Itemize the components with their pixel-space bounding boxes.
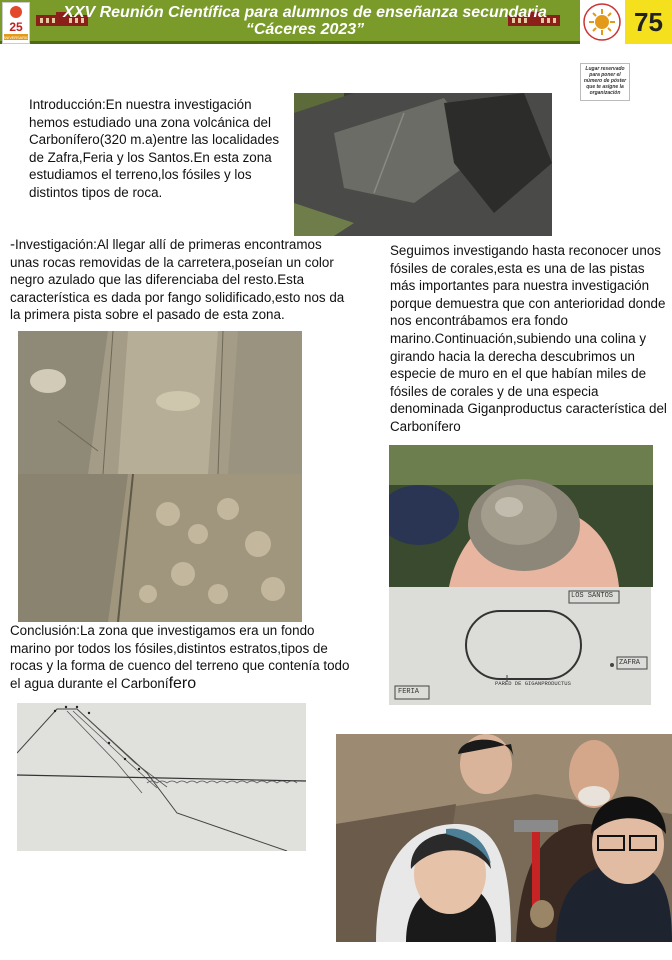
conclusion-tail: fero xyxy=(168,674,197,692)
continued-text: Seguimos investigando hasta reconocer unos fósiles de corales,esta es una de las pistas más importantes para nuestra investigación porque demuestra que con anterioridad donde nos encontrábamos era fondo marino.Continuación,subiendo una colina y girando hacia la derecha descubrimos un especie de muro en el que habían miles de fósiles de corales y de una especia denominada Giganproductus característica del Carbonífero xyxy=(390,243,667,434)
header-title: XXV Reunión Científica para alumnos de enseñanza secundaria xyxy=(63,4,547,21)
sketch-map xyxy=(389,587,651,705)
investigation-text xyxy=(10,236,350,324)
photo-rock-texture-2 xyxy=(18,474,302,622)
investigation-body: Investigación:Al llegar allí de primeras encontramos unas rocas removidas de la carretera,poseían un color negro azulado que las diferenciaba del resto.Esta característica es dada por fango solidificado,esto nos da la primera pista sobre el pasado de esta zona. xyxy=(10,237,345,323)
photo-rock-texture-1 xyxy=(18,331,302,474)
sun-logo-icon xyxy=(580,0,625,44)
map-label-los-santos: LOS SANTOS xyxy=(571,592,614,600)
photo-fossil-in-hand xyxy=(389,445,653,587)
header-logo-area xyxy=(580,0,625,44)
map-label-wall: PARED DE GIGANPRODUCTUS xyxy=(495,680,571,687)
conclusion-text xyxy=(10,622,355,692)
logo-caption: ANIVERSARIO xyxy=(3,36,29,40)
map-label-feria: FERIA xyxy=(398,688,420,696)
header-subtitle: “Cáceres 2023” xyxy=(245,21,365,38)
intro-text: Introducción:En nuestra investigación hemos estudiado una zona volcánica del Carbonífero(320 m.a)entre las localidades de Zafra,Feria y los Santos.En esta zona estudiamos el terreno,los fósiles y los distintos tipos de roca. xyxy=(29,97,280,200)
bullet: - xyxy=(10,236,15,253)
photo-group-selfie xyxy=(336,734,672,942)
header-stripe xyxy=(0,41,580,44)
reserved-number-note: Lugar reservado para poner el número de póster que te asigne la organización xyxy=(580,63,630,101)
conclusion-body: Conclusión:La zona que investigamos era un fondo marino por todos los fósiles,distintos estratos,tipos de rocas y la forma de cuenco del terreno que contenía todo el agua durante el Carboní xyxy=(10,623,350,691)
map-label-zafra: ZAFRA xyxy=(619,659,641,667)
sketch-terrain-profile xyxy=(17,703,306,851)
poster-number-badge: 75 xyxy=(625,0,672,44)
logo-number: 25 xyxy=(9,20,23,34)
photo-dark-rock xyxy=(294,93,552,236)
anniversary-logo xyxy=(2,2,30,44)
